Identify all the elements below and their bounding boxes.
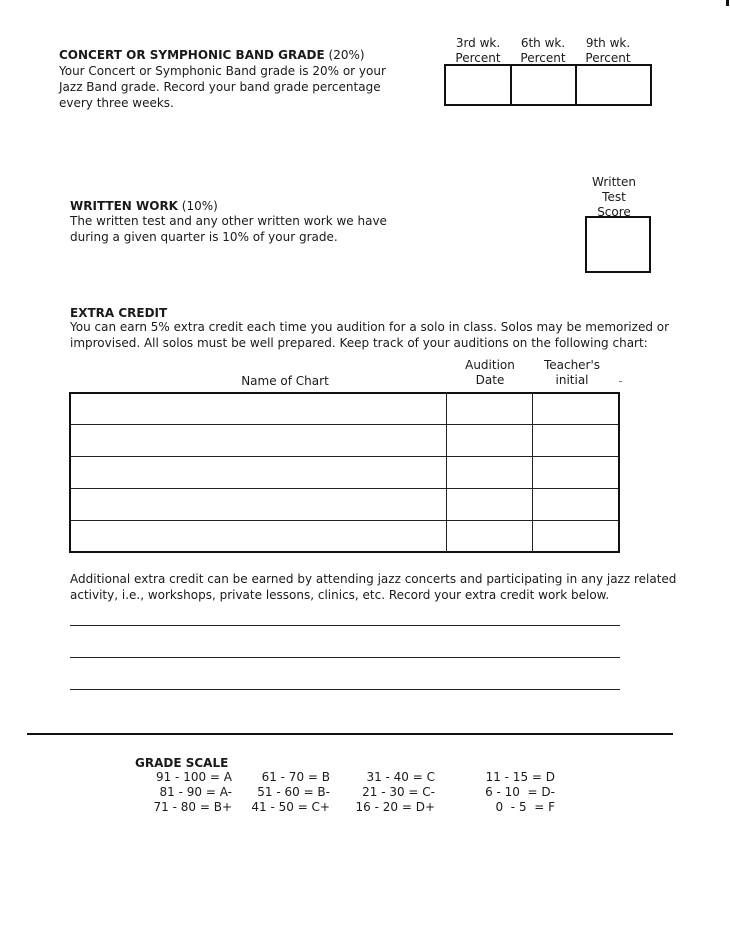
week3-label	[446, 36, 510, 66]
concert-heading-title: CONCERT OR SYMPHONIC BAND GRADE	[59, 48, 325, 62]
concert-body-2: Jazz Band grade. Record your band grade percentage	[59, 80, 381, 94]
week3-label-top: 3rd wk.	[455, 36, 501, 50]
grade-scale-column-3	[335, 770, 435, 815]
table-row[interactable]	[71, 457, 618, 488]
written-heading	[70, 199, 218, 214]
week9-label-bottom: Percent	[585, 51, 631, 65]
grade-scale-entry: 61 - 70 = B	[261, 770, 330, 784]
week9-label	[576, 36, 640, 66]
table-row[interactable]	[71, 521, 618, 551]
additional-credit-text-2: activity, i.e., workshops, private lessons, clinics, etc. Record your extra credit work below.	[70, 588, 610, 602]
grade-scale-entry: 0 - 5 = F	[495, 800, 555, 814]
grade-scale-column-2	[230, 770, 330, 815]
written-test-score-box[interactable]	[585, 216, 651, 273]
additional-credit-text-1: Additional extra credit can be earned by attending jazz concerts and participating in any jazz related	[70, 572, 677, 586]
extra-credit-entry-line[interactable]	[70, 689, 620, 690]
grade-scale-entry: 6 - 10 = D-	[485, 785, 555, 799]
concert-body-3: every three weeks.	[59, 96, 174, 110]
grade-scale-entry: 81 - 90 = A-	[159, 785, 232, 799]
grade-scale-entry: 16 - 20 = D+	[355, 800, 435, 814]
score-label	[584, 175, 644, 220]
score-label-line-2: Test	[602, 190, 626, 204]
stray-mark	[619, 381, 622, 382]
column-header-teacher-line-1: Teacher's	[543, 358, 601, 372]
table-row[interactable]	[71, 394, 618, 424]
week6-label-top: 6th wk.	[520, 36, 566, 50]
written-body-1: The written test and any other written work we have	[70, 214, 387, 228]
week9-label-top: 9th wk.	[585, 36, 631, 50]
extra-credit-entry-line[interactable]	[70, 657, 620, 658]
written-heading-title: WRITTEN WORK	[70, 199, 178, 213]
grade-scale-column-4	[455, 770, 555, 815]
column-header-teacher-line-2: initial	[555, 373, 589, 387]
score-label-line-3: Score	[597, 205, 631, 219]
grade-scale-column-1	[120, 770, 232, 815]
concert-body-1: Your Concert or Symphonic Band grade is 20% or your	[59, 64, 386, 78]
column-header-date-line-1: Audition	[465, 358, 515, 372]
extra-credit-body-2: improvised. All solos must be well prepared. Keep track of your auditions on the following chart:	[70, 336, 648, 350]
extra-credit-entry-line[interactable]	[70, 625, 620, 626]
week9-percent-field[interactable]	[577, 66, 650, 104]
week6-label	[511, 36, 575, 66]
scan-mark	[726, 0, 729, 6]
grade-scale-entry: 91 - 100 = A	[155, 770, 232, 784]
week6-label-bottom: Percent	[520, 51, 566, 65]
week6-percent-field[interactable]	[512, 66, 574, 104]
table-row[interactable]	[71, 425, 618, 456]
column-header-date	[448, 358, 532, 388]
grade-scale-entry: 11 - 15 = D	[485, 770, 555, 784]
section-divider	[27, 733, 673, 735]
written-body-2: during a given quarter is 10% of your grade.	[70, 230, 338, 244]
column-header-date-line-2: Date	[475, 373, 505, 387]
grade-scale-entry: 31 - 40 = C	[366, 770, 435, 784]
grade-scale-title: GRADE SCALE	[135, 756, 229, 770]
grade-scale-entry: 71 - 80 = B+	[153, 800, 232, 814]
column-header-name: Name of Chart	[241, 374, 329, 388]
week3-percent-field[interactable]	[446, 66, 509, 104]
grade-scale-entry: 21 - 30 = C-	[362, 785, 435, 799]
written-heading-percent: (10%)	[177, 199, 218, 213]
extra-credit-heading: EXTRA CREDIT	[70, 306, 168, 320]
week3-label-bottom: Percent	[455, 51, 501, 65]
grade-scale-entry: 51 - 60 = B-	[257, 785, 330, 799]
table-row[interactable]	[71, 489, 618, 520]
concert-heading-percent: (20%)	[324, 48, 365, 62]
concert-heading	[59, 48, 365, 63]
extra-credit-body-1: You can earn 5% extra credit each time you audition for a solo in class. Solos may be memorized or	[70, 320, 670, 334]
column-header-teacher	[530, 358, 614, 388]
grade-scale-entry: 41 - 50 = C+	[251, 800, 330, 814]
score-label-line-1: Written	[592, 175, 636, 189]
